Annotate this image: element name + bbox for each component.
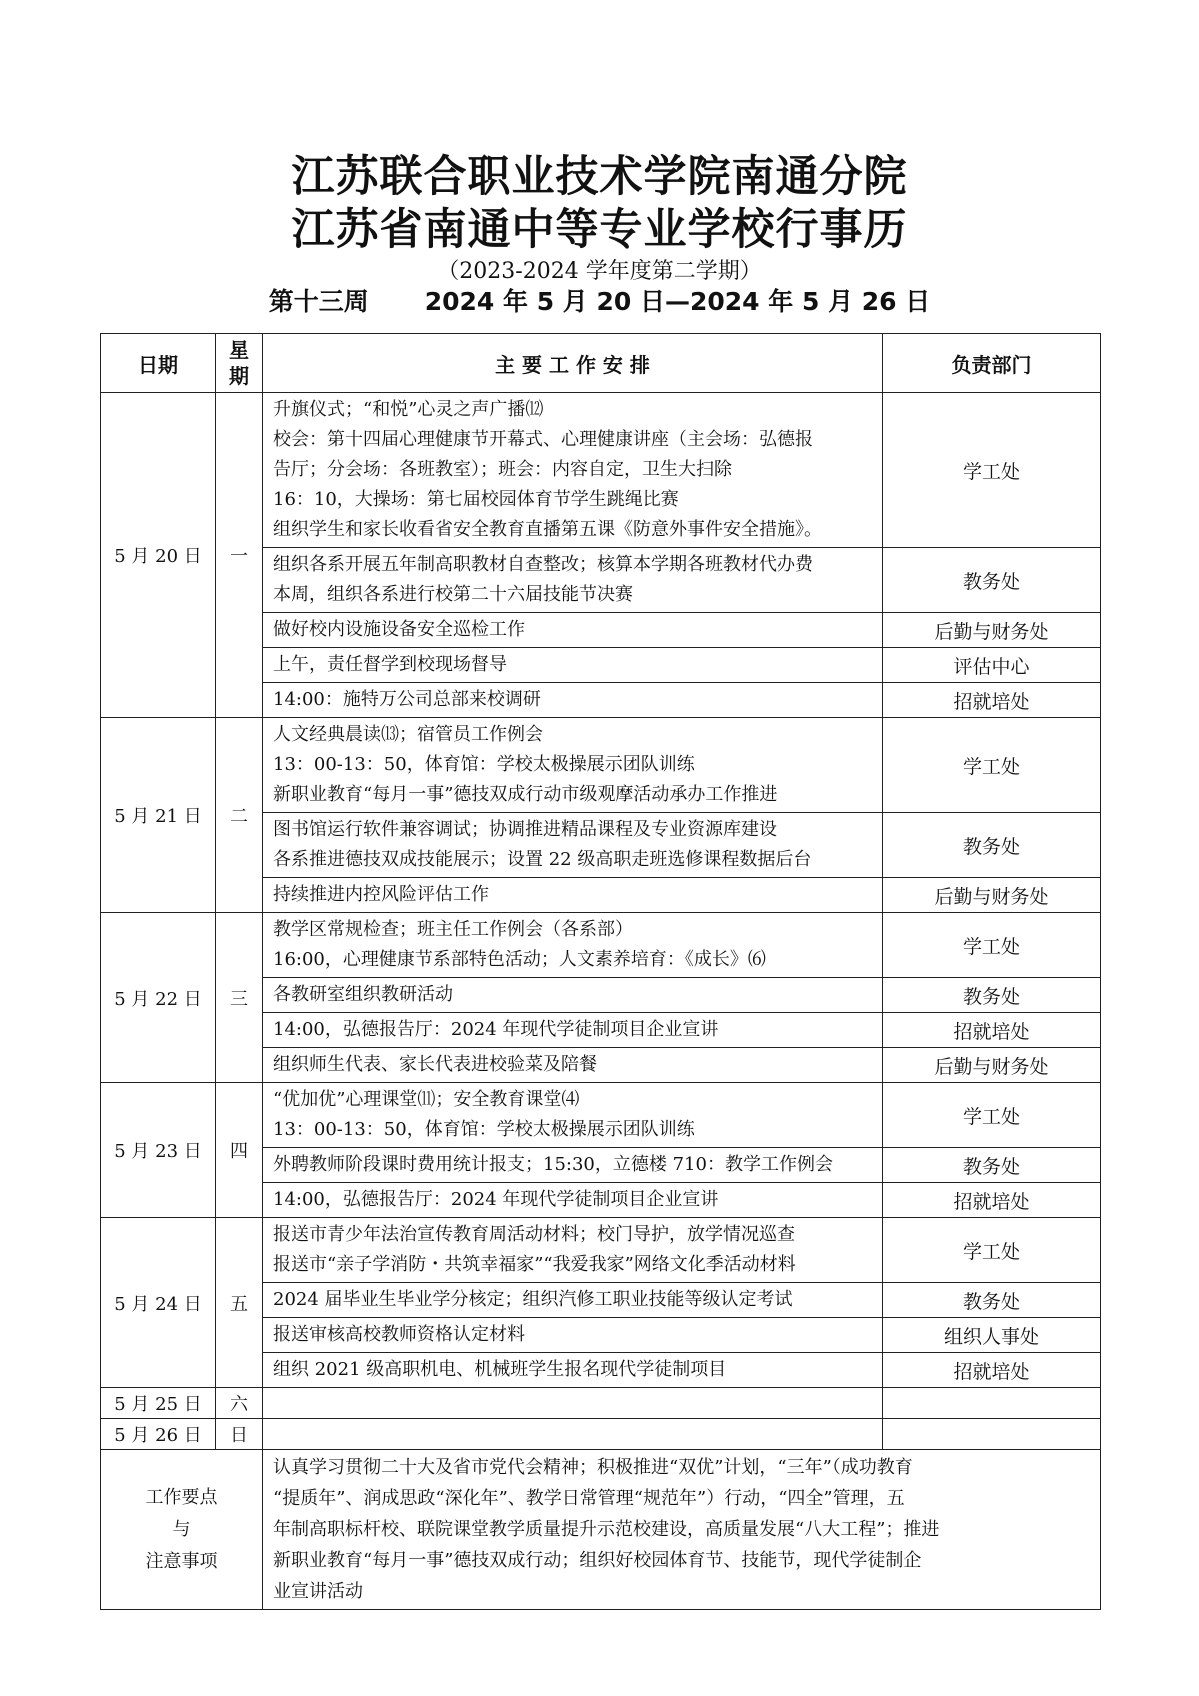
work-cell — [263, 878, 883, 913]
work-cell — [263, 1388, 883, 1419]
dept-cell: 后勤与财务处 — [883, 613, 1101, 648]
dept-cell: 后勤与财务处 — [883, 878, 1101, 913]
row-weekday: 五 — [216, 1218, 263, 1388]
header-work: 主 要 工 作 安 排 — [263, 334, 883, 393]
dept-cell: 招就培处 — [883, 1183, 1101, 1218]
notes-line: 新职业教育“每月一事”德技双成行动；组织好校园体育节、技能节，现代学徒制企 — [273, 1550, 922, 1571]
notes-line: 年制高职标杆校、联院课堂教学质量提升示范校建设，高质量发展“八大工程”；推进 — [273, 1519, 940, 1540]
work-item: 外聘教师阶段课时费用统计报支；15:30，立德楼 710：教学工作例会 — [273, 1154, 833, 1175]
work-cell — [263, 1218, 883, 1283]
dept-cell: 教务处 — [883, 1148, 1101, 1183]
work-cell — [263, 913, 883, 978]
dept-cell: 教务处 — [883, 1283, 1101, 1318]
work-item: 教学区常规检查；班主任工作例会（各系部） — [273, 919, 633, 940]
work-item: 告厅；分会场：各班教室）；班会：内容自定，卫生大扫除 — [273, 459, 732, 480]
dept-cell: 后勤与财务处 — [883, 1048, 1101, 1083]
schedule-body — [101, 393, 1101, 1610]
work-cell — [263, 1419, 883, 1450]
work-item: 16：10，大操场：第七届校园体育节学生跳绳比赛 — [273, 489, 679, 510]
row-date: 5 月 26 日 — [101, 1419, 216, 1450]
dept-cell — [883, 1388, 1101, 1419]
work-item: 16:00，心理健康节系部特色活动；人文素养培育：《成长》⑹ — [273, 949, 766, 970]
header-weekday-line-1: 星 — [229, 338, 249, 362]
work-item: 组织各系开展五年制高职教材自查整改；核算本学期各班教材代办费 — [273, 554, 813, 575]
work-item: 持续推进内控风险评估工作 — [273, 884, 489, 905]
work-cell — [263, 1013, 883, 1048]
work-item: 做好校内设施设备安全巡检工作 — [273, 619, 525, 640]
dept-cell — [883, 1419, 1101, 1450]
work-item: 14:00，弘德报告厅：2024 年现代学徒制项目企业宣讲 — [273, 1019, 719, 1040]
row-date: 5 月 21 日 — [101, 718, 216, 913]
work-item: 13：00-13：50，体育馆：学校太极操展示团队训练 — [273, 754, 695, 775]
header-weekday — [216, 334, 263, 393]
work-item: 组织 2021 级高职机电、机械班学生报名现代学徒制项目 — [273, 1359, 727, 1380]
dept-cell: 学工处 — [883, 1083, 1101, 1148]
notes-text — [263, 1450, 1101, 1610]
work-cell — [263, 648, 883, 683]
schedule-table — [100, 333, 1101, 1610]
table-row — [101, 393, 1101, 548]
header-date: 日期 — [101, 334, 216, 393]
work-cell — [263, 813, 883, 878]
row-weekday: 四 — [216, 1083, 263, 1218]
header-row — [101, 334, 1101, 393]
week-range — [0, 282, 1199, 318]
work-item: 校会：第十四届心理健康节开幕式、心理健康讲座（主会场：弘德报 — [273, 429, 813, 450]
work-item: 本周，组织各系进行校第二十六届技能节决赛 — [273, 584, 633, 605]
work-item: 组织师生代表、家长代表进校验菜及陪餐 — [273, 1054, 597, 1075]
work-item: 各教研室组织教研活动 — [273, 984, 453, 1005]
work-item: 报送市青少年法治宣传教育周活动材料；校门导护，放学情况巡查 — [273, 1224, 795, 1245]
dept-cell: 评估中心 — [883, 648, 1101, 683]
dept-cell: 学工处 — [883, 718, 1101, 813]
work-item: 上午，责任督学到校现场督导 — [273, 654, 507, 675]
dept-cell: 教务处 — [883, 548, 1101, 613]
notes-label — [101, 1450, 263, 1610]
row-weekday: 二 — [216, 718, 263, 913]
dept-cell: 招就培处 — [883, 1013, 1101, 1048]
work-cell — [263, 1283, 883, 1318]
notes-label-line: 注意事项 — [145, 1550, 218, 1572]
work-item: 各系推进德技双成技能展示；设置 22 级高职走班选修课程数据后台 — [273, 849, 812, 870]
work-item: 升旗仪式；“和悦”心灵之声广播⑿ — [273, 399, 544, 420]
work-cell — [263, 613, 883, 648]
row-date: 5 月 22 日 — [101, 913, 216, 1083]
work-cell — [263, 1353, 883, 1388]
table-row — [101, 1218, 1101, 1283]
row-date: 5 月 24 日 — [101, 1218, 216, 1388]
dept-cell: 学工处 — [883, 913, 1101, 978]
work-item: 报送审核高校教师资格认定材料 — [273, 1324, 525, 1345]
dept-cell: 学工处 — [883, 1218, 1101, 1283]
work-cell — [263, 683, 883, 718]
row-date: 5 月 25 日 — [101, 1388, 216, 1419]
row-date: 5 月 23 日 — [101, 1083, 216, 1218]
work-item: 13：00-13：50，体育馆：学校太极操展示团队训练 — [273, 1119, 695, 1140]
work-cell — [263, 548, 883, 613]
table-row — [101, 718, 1101, 813]
title-line-1: 江苏联合职业技术学院南通分院 — [291, 152, 908, 202]
notes-row — [101, 1450, 1101, 1610]
dept-cell: 招就培处 — [883, 1353, 1101, 1388]
subtitle: （2023-2024 学年度第二学期） — [437, 259, 762, 284]
notes-line: 认真学习贯彻二十大及省市党代会精神；积极推进“双优”计划，“三年”（成功教育 — [273, 1457, 913, 1478]
dept-cell: 学工处 — [883, 393, 1101, 548]
table-row — [101, 913, 1101, 978]
row-weekday: 三 — [216, 913, 263, 1083]
row-weekday: 一 — [216, 393, 263, 718]
header-weekday-line-2: 期 — [229, 364, 249, 388]
table-row — [101, 1419, 1101, 1450]
row-weekday: 日 — [216, 1419, 263, 1450]
row-weekday: 六 — [216, 1388, 263, 1419]
dept-cell: 招就培处 — [883, 683, 1101, 718]
notes-label-line: 工作要点 — [145, 1486, 218, 1508]
work-cell — [263, 1083, 883, 1148]
title-line-2: 江苏省南通中等专业学校行事历 — [291, 205, 908, 255]
work-cell — [263, 718, 883, 813]
week-label: 第十三周 — [268, 287, 369, 316]
notes-line: “提质年”、润成思政“深化年”、教学日常管理“规范年”）行动，“四全”管理，五 — [273, 1488, 905, 1509]
dept-cell: 教务处 — [883, 813, 1101, 878]
work-item: 组织学生和家长收看省安全教育直播第五课《防意外事件安全措施》。 — [273, 519, 822, 540]
work-item: 14:00，弘德报告厅：2024 年现代学徒制项目企业宣讲 — [273, 1189, 719, 1210]
work-item: 报送市“亲子学消防・共筑幸福家”“我爱我家”网络文化季活动材料 — [273, 1254, 796, 1275]
work-item: 14:00：施特万公司总部来校调研 — [273, 689, 541, 710]
header-dept: 负责部门 — [883, 334, 1101, 393]
table-row — [101, 1388, 1101, 1419]
work-item: 人文经典晨读⒀；宿管员工作例会 — [273, 724, 543, 745]
dept-cell: 组织人事处 — [883, 1318, 1101, 1353]
notes-line: 业宣讲活动 — [273, 1581, 363, 1602]
work-cell — [263, 393, 883, 548]
work-cell — [263, 1318, 883, 1353]
work-item: “优加优”心理课堂⑾；安全教育课堂⑷ — [273, 1089, 580, 1110]
notes-label-line: 与 — [172, 1518, 191, 1540]
work-cell — [263, 1148, 883, 1183]
work-item: 图书馆运行软件兼容调试；协调推进精品课程及专业资源库建设 — [273, 819, 777, 840]
work-item: 2024 届毕业生毕业学分核定；组织汽修工职业技能等级认定考试 — [273, 1289, 793, 1310]
work-cell — [263, 1183, 883, 1218]
row-date: 5 月 20 日 — [101, 393, 216, 718]
table-row — [101, 1083, 1101, 1148]
week-dates: 2024 年 5 月 20 日—2024 年 5 月 26 日 — [424, 287, 931, 316]
work-item: 新职业教育“每月一事”德技双成行动市级观摩活动承办工作推进 — [273, 784, 778, 805]
work-cell — [263, 1048, 883, 1083]
dept-cell: 教务处 — [883, 978, 1101, 1013]
work-cell — [263, 978, 883, 1013]
